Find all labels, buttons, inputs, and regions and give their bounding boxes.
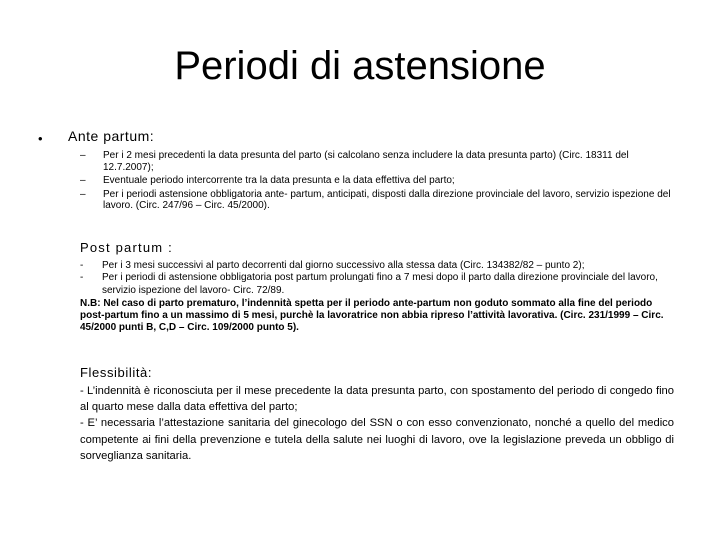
bullet-icon: • [38,131,43,146]
list-item-text: Per i periodi di astensione obbligatoria post partum prolungati fino a 7 mesi dopo il parto dalla direzione provinciale del lavoro, servizio ispezione del lavoro- Circ. 72/89. [102,272,658,296]
dash-marker: - [80,272,84,284]
flessibilita-block [80,383,674,464]
dash-marker: – [80,175,86,186]
post-partum-block [80,260,677,335]
dash-marker: – [80,150,86,161]
post-partum-heading: Post partum : [80,240,173,255]
flessibilita-paragraph: - E’ necessaria l’attestazione sanitaria del ginecologo del SSN o con esso convenzionato, nonché a quello del medico competente ai fini della prevenzione e tutela della salute nei luoghi di lavoro, ove la legislazione preveda un obbligo di sorveglianza sanitaria. [80,417,674,462]
list-item [80,175,680,187]
nota-bene-text: N.B: Nel caso di parto prematuro, l’indennità spetta per il periodo ante-partum non goduto sommato alla fine del periodo post-partum fino a un massimo di 5 mesi, purchè la lavoratrice non abbia ripreso l’attività lavorativa. (Circ. 231/1999 – Circ. 45/2000 punti B, C,D – Circ. 109/2000 punto 5). [80,297,664,334]
ante-partum-list [80,150,680,214]
ante-partum-heading: Ante partum: [68,128,155,144]
slide-title: Periodi di astensione [174,44,546,88]
list-item [80,272,677,297]
flessibilita-heading: Flessibilità: [80,365,153,380]
list-item-text: Per i 3 mesi successivi al parto decorrenti dal giorno successivo alla stessa data (Circ. 134382/82 – punto 2); [102,260,585,271]
list-item [80,260,677,272]
flessibilita-paragraph: - L’indennità è riconosciuta per il mese precedente la data presunta parto, con spostamento del periodo di congedo fino al quarto mese dalla data effettiva del parto; [80,385,674,414]
dash-marker: - [80,260,84,271]
list-item [80,150,680,173]
list-item-text: Eventuale periodo intercorrente tra la data presunta e la data effettiva del parto; [103,175,455,186]
list-item [80,189,680,212]
list-item-text: Per i periodi astensione obbligatoria ante- partum, anticipati, disposti dalla direzione provinciale del lavoro, servizio ispezione del lavoro. (Circ. 247/96 – Circ. 45/2000). [103,188,671,211]
dash-marker: – [80,188,86,200]
list-item-text: Per i 2 mesi precedenti la data presunta del parto (si calcolano senza includere la data presunta parto) (Circ. 18311 del 12.7.2007); [103,150,629,173]
